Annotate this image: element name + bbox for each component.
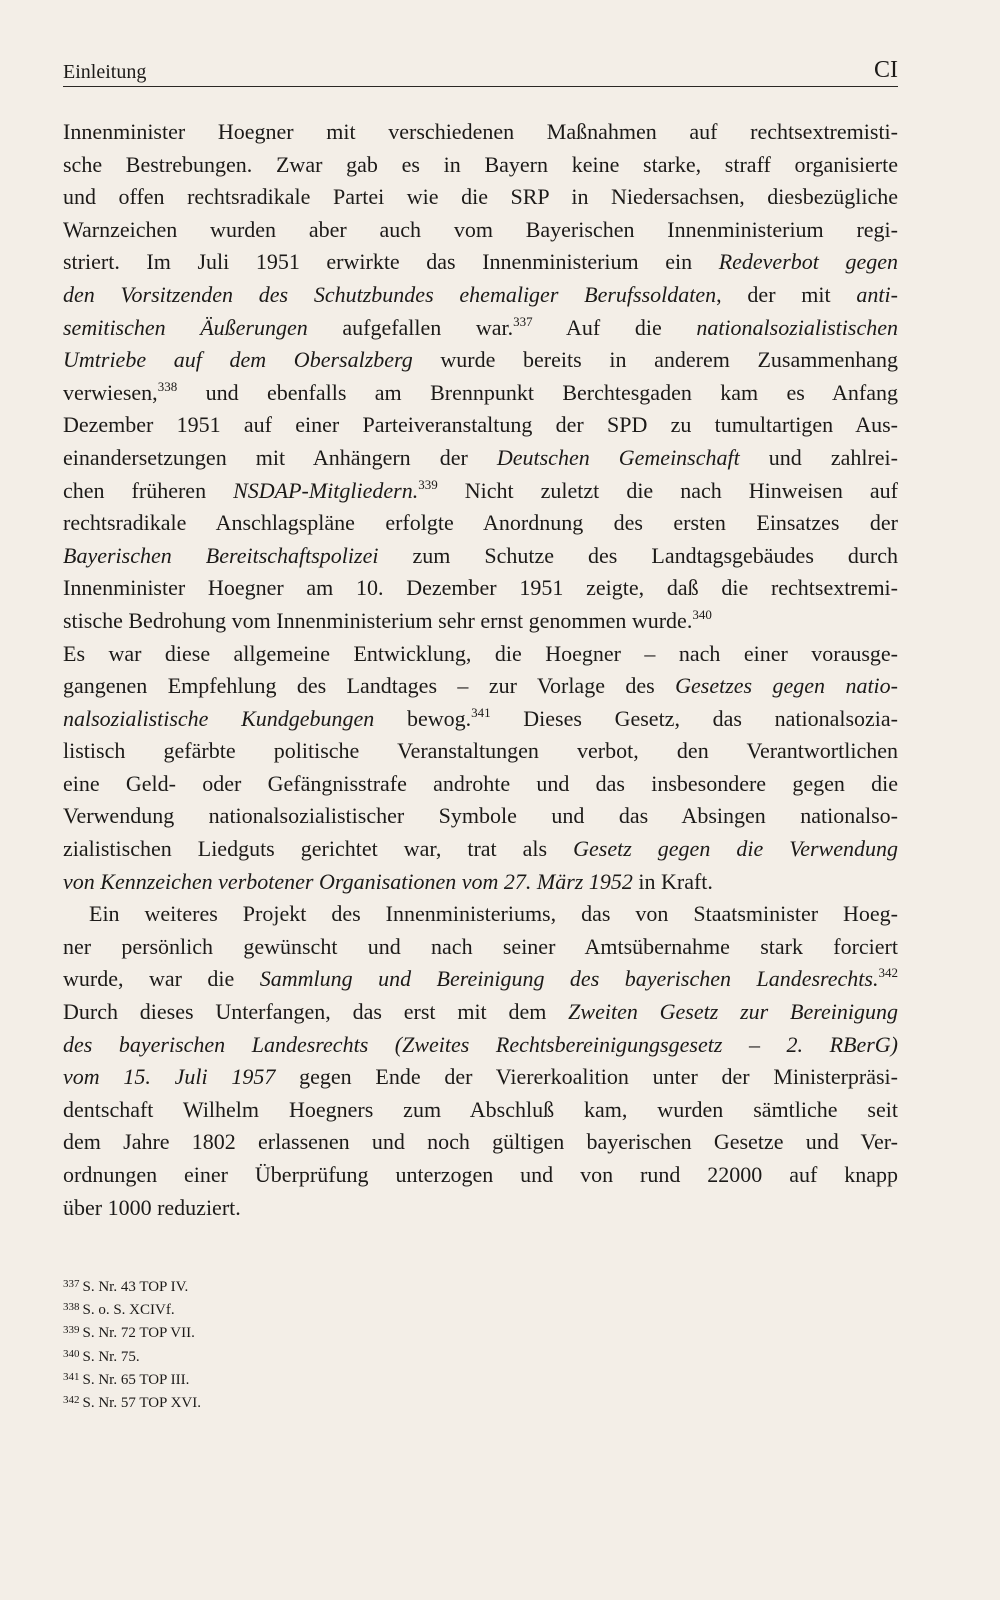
text-line <box>63 996 898 1029</box>
footnotes <box>63 1276 563 1415</box>
text-line <box>63 344 898 377</box>
italic-text: des bayerischen Landesrechts (Zweites Rechtsbereinigungsgesetz – 2. RBerG) <box>63 1031 898 1057</box>
text-run: eine Geld- oder Gefängnisstrafe androhte und das insbesondere gegen die <box>63 770 898 796</box>
footnote <box>63 1346 563 1369</box>
footnote <box>63 1322 563 1345</box>
footnote-text: S. Nr. 65 TOP III. <box>82 1371 190 1388</box>
text-run: Warnzeichen wurden aber auch vom Bayerischen Innenministerium regi- <box>63 216 898 242</box>
text-line <box>63 312 898 345</box>
italic-text: NSDAP-Mitgliedern. <box>233 477 419 503</box>
text-run: , der mit <box>716 281 857 307</box>
text-run: Verwendung nationalsozialistischer Symbole und das Absingen nationalso- <box>63 803 898 829</box>
text-run: dem Jahre 1802 erlassenen und noch gültigen bayerischen Gesetze und Ver- <box>63 1129 898 1155</box>
footnote-number: 340 <box>63 1347 80 1360</box>
text-line <box>63 1192 898 1225</box>
text-run: Dezember 1951 auf einer Parteiveranstaltung der SPD zu tumultartigen Aus- <box>63 412 898 438</box>
italic-text: anti- <box>856 281 898 307</box>
text-line <box>63 246 898 279</box>
italic-text: vom 15. Juli 1957 <box>63 1064 276 1090</box>
body-text <box>63 116 898 1224</box>
running-head <box>63 54 898 84</box>
text-line <box>63 768 898 801</box>
text-run: Es war diese allgemeine Entwicklung, die Hoegner – nach einer vorausge- <box>63 640 898 666</box>
text-line <box>63 1029 898 1062</box>
text-run: wurde, war die <box>63 966 260 992</box>
text-line <box>63 442 898 475</box>
italic-text: Sammlung und Bereinigung des bayerischen Landesrechts. <box>259 966 879 992</box>
footnote-number: 337 <box>63 1278 80 1290</box>
footnote-ref: 338 <box>157 378 178 394</box>
text-run: zum Schutze des Landtagsgebäudes durch <box>378 542 898 568</box>
italic-text: semitischen Äußerungen <box>63 314 308 340</box>
italic-text: Bayerischen Bereitschaftspolizei <box>63 542 379 568</box>
italic-text: Redeverbot gegen <box>718 249 898 275</box>
text-line <box>63 409 898 442</box>
italic-text: nalsozialistische Kundgebungen <box>63 705 375 731</box>
text-run: gegen Ende der Viererkoalition unter der Ministerpräsi- <box>275 1064 898 1090</box>
text-run: rechtsradikale Anschlagspläne erfolgte Anordnung des ersten Einsatzes der <box>63 510 898 536</box>
text-line <box>63 703 898 736</box>
text-line <box>63 1126 898 1159</box>
text-line <box>63 931 898 964</box>
text-run: Auf die <box>532 314 697 340</box>
text-line <box>63 638 898 671</box>
footnote <box>63 1276 563 1299</box>
footnote-number: 342 <box>63 1394 80 1407</box>
footnote-ref: 337 <box>513 313 533 329</box>
text-run: ordnungen einer Überprüfung unterzogen und von rund 22000 auf knapp <box>63 1162 898 1187</box>
text-line <box>63 735 898 768</box>
section-title: Einleitung <box>63 61 147 83</box>
footnote-ref: 340 <box>692 606 712 622</box>
text-line <box>63 540 898 573</box>
text-run: Durch dieses Unterfangen, das erst mit dem <box>63 999 569 1025</box>
text-line <box>63 377 898 410</box>
text-run: und ebenfalls am Brennpunkt Berchtesgaden kam es Anfang <box>177 379 898 405</box>
text-run: aufgefallen war. <box>307 314 514 340</box>
footnote-ref: 342 <box>878 965 898 981</box>
footnote <box>63 1392 563 1415</box>
footnote-text: S. Nr. 43 TOP IV. <box>82 1279 189 1295</box>
italic-text: nationalsozialistischen <box>696 314 898 340</box>
header-rule <box>63 86 898 87</box>
text-line <box>63 605 898 638</box>
footnote-text: S. o. S. XCIVf. <box>82 1302 175 1319</box>
text-line <box>63 507 898 540</box>
text-line <box>63 833 898 866</box>
text-line <box>63 279 898 312</box>
text-run: dentschaft Wilhelm Hoegners zum Abschluß kam, wurden sämtliche seit <box>63 1096 898 1122</box>
text-run: Dieses Gesetz, das nationalsozia- <box>490 705 898 731</box>
text-run: in Kraft. <box>632 868 713 894</box>
text-line <box>63 116 898 149</box>
text-line <box>63 800 898 833</box>
text-run: ner persönlich gewünscht und nach seiner Amtsübernahme stark forciert <box>63 933 898 959</box>
footnote-ref: 339 <box>418 476 438 492</box>
text-run: sche Bestrebungen. Zwar gab es in Bayern keine starke, straff organisierte <box>63 151 898 177</box>
footnote <box>63 1369 563 1392</box>
text-line <box>63 1094 898 1127</box>
italic-text: Umtriebe auf dem Obersalzberg <box>63 347 413 373</box>
italic-text: den Vorsitzenden des Schutzbundes ehemaliger Berufssoldaten <box>63 281 717 307</box>
text-run: verwiesen, <box>63 379 158 405</box>
italic-text: Zweiten Gesetz zur Bereinigung <box>568 999 898 1025</box>
text-line <box>63 149 898 182</box>
footnote-number: 339 <box>63 1324 80 1337</box>
text-run: und offen rechtsradikale Partei wie die SRP in Niedersachsen, diesbezügliche <box>63 184 898 210</box>
footnote-text: S. Nr. 75. <box>82 1348 140 1365</box>
text-line <box>63 214 898 247</box>
text-run: gangenen Empfehlung des Landtages – zur Vorlage des <box>63 673 676 699</box>
footnote-text: S. Nr. 57 TOP XVI. <box>82 1395 201 1412</box>
footnote-text: S. Nr. 72 TOP VII. <box>82 1325 195 1342</box>
page-number: CI <box>874 57 898 83</box>
text-run: und zahlrei- <box>739 444 898 470</box>
text-line <box>63 963 898 996</box>
footnote-number: 341 <box>63 1370 80 1383</box>
text-run: bewog. <box>374 705 472 731</box>
text-run: Ein weiteres Projekt des Innenministeriums, das von Staatsminister Hoeg- <box>89 901 898 927</box>
footnote-ref: 341 <box>471 704 491 720</box>
text-run: chen früheren <box>63 477 234 503</box>
text-line <box>63 181 898 214</box>
text-line <box>63 1061 898 1094</box>
text-run: einandersetzungen mit Anhängern der <box>63 444 497 470</box>
text-line <box>63 670 898 703</box>
text-run: wurde bereits in anderem Zusammenhang <box>412 347 898 373</box>
text-line <box>63 572 898 605</box>
text-run: über 1000 reduziert. <box>63 1194 241 1220</box>
italic-text: Gesetzes gegen natio- <box>675 673 898 699</box>
footnote-number: 338 <box>63 1301 80 1314</box>
text-run: Innenminister Hoegner mit verschiedenen Maßnahmen auf rechtsextremisti- <box>63 119 898 144</box>
footnote <box>63 1299 563 1322</box>
text-run: listisch gefärbte politische Veranstaltungen verbot, den Verantwortlichen <box>63 738 898 764</box>
text-run: stische Bedrohung vom Innenministerium sehr ernst genommen wurde. <box>63 607 693 633</box>
text-run: Innenminister Hoegner am 10. Dezember 1951 zeigte, daß die rechtsextremi- <box>63 575 898 601</box>
italic-text: von Kennzeichen verbotener Organisationen vom 27. März 1952 <box>63 868 633 894</box>
text-run: zialistischen Liedguts gerichtet war, trat als <box>63 836 574 862</box>
text-line <box>63 898 898 931</box>
italic-text: Deutschen Gemeinschaft <box>496 444 740 470</box>
text-line <box>63 1159 898 1192</box>
text-run: striert. Im Juli 1951 erwirkte das Innenministerium ein <box>63 249 719 275</box>
italic-text: Gesetz gegen die Verwendung <box>573 836 898 862</box>
text-line <box>63 866 898 899</box>
text-line <box>63 475 898 508</box>
text-run: Nicht zuletzt die nach Hinweisen auf <box>437 477 898 503</box>
